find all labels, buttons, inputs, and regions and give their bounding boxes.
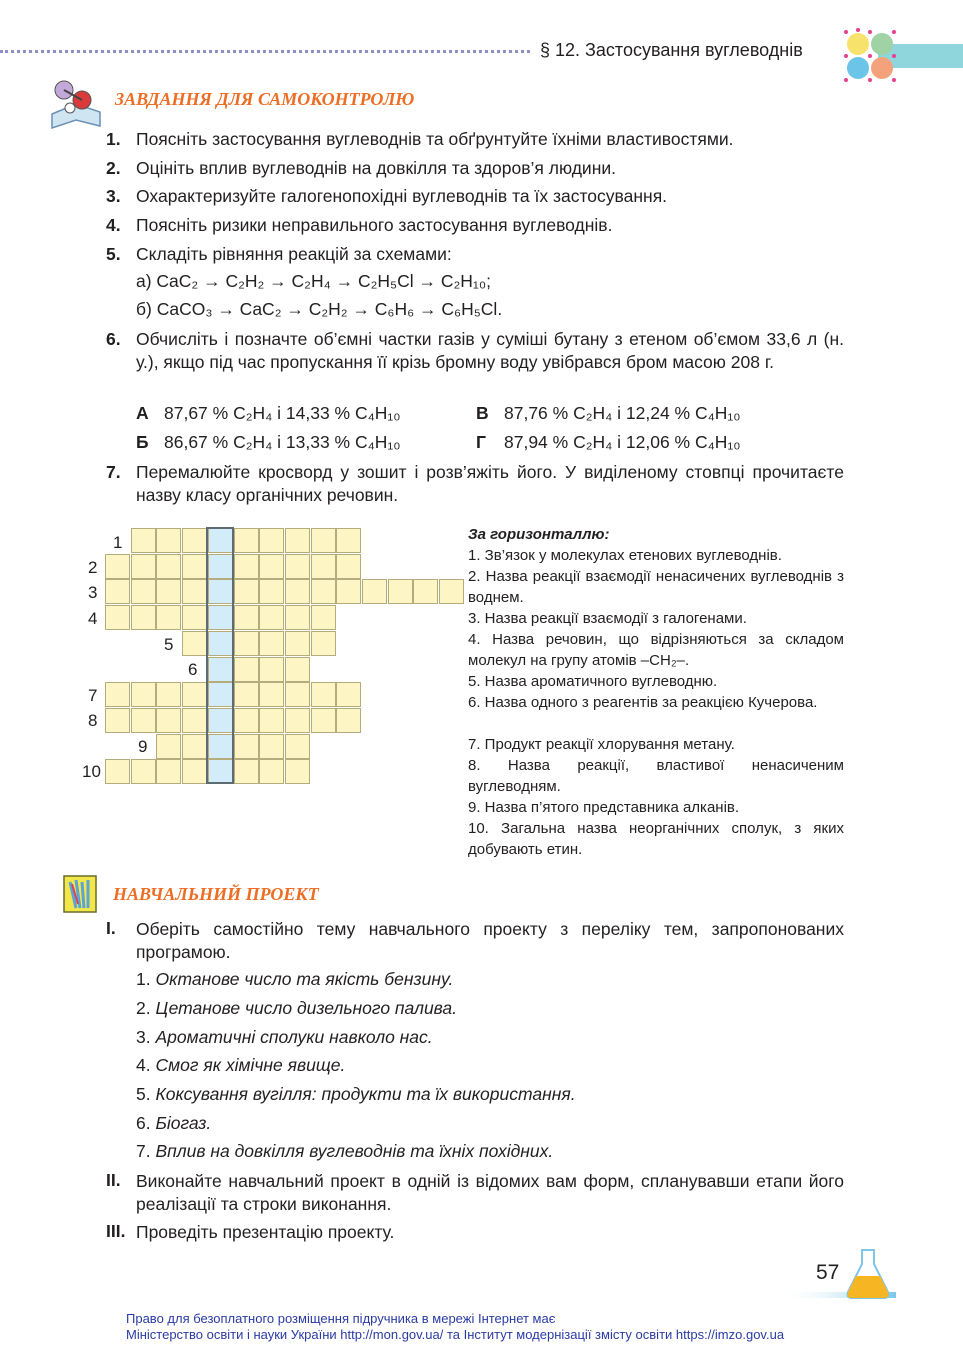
option-text: 87,76 % C₂H₄ і 12,24 % C₄H₁₀ bbox=[504, 403, 741, 423]
option-letter: Б bbox=[136, 432, 149, 452]
step-number: II. bbox=[106, 1170, 121, 1190]
crossword-cell bbox=[131, 682, 156, 707]
clue-10: 10. Загальна назва неорганічних сполук, з яких добувають етин. bbox=[468, 820, 844, 858]
question-text: Поясніть ризики неправильного застосування вуглеводнів. bbox=[136, 215, 613, 235]
crossword-cell bbox=[182, 682, 207, 707]
row-number: 1 bbox=[113, 533, 123, 552]
crossword-cell bbox=[259, 682, 284, 707]
clue-8: 8. Назва реакції, властивої ненасиченим вуглеводням. bbox=[468, 757, 844, 795]
topic-text: Смог як хімічне явище. bbox=[155, 1055, 346, 1075]
crossword-cell bbox=[131, 528, 156, 553]
topic-number: 5. bbox=[136, 1084, 151, 1104]
question-text: Охарактеризуйте галогенопохідні вуглеводнів та їх застосування. bbox=[136, 186, 668, 206]
crossword-cell bbox=[311, 631, 336, 656]
crossword-cell bbox=[156, 708, 181, 733]
crossword-cell bbox=[105, 605, 130, 630]
row-number: 2 bbox=[88, 558, 98, 577]
self-control-title: ЗАВДАННЯ ДЛЯ САМОКОНТРОЛЮ bbox=[115, 89, 415, 109]
project-title: НАВЧАЛЬНИЙ ПРОЕКТ bbox=[113, 884, 319, 904]
question-number: 3. bbox=[106, 186, 121, 206]
step-number: I. bbox=[106, 918, 116, 938]
crossword-cell bbox=[285, 528, 310, 553]
question-text: Обчисліть і позначте об’ємні частки газів у суміші бутану з етеном об’ємом 33,6 л (н. у.), якщо під час пропускання її крізь бромну воду увібрався бром масою 208 г. bbox=[136, 329, 844, 372]
question-text: Перемалюйте кросворд у зошит і розв’яжіть його. У виділеному стовпці прочитаєте назву класу органічних речовин. bbox=[136, 462, 844, 505]
project-icon bbox=[62, 874, 98, 914]
crossword-cell bbox=[311, 708, 336, 733]
topic-item bbox=[136, 1141, 553, 1162]
crossword-cell bbox=[156, 759, 181, 784]
topic-text: Октанове число та якість бензину. bbox=[155, 969, 454, 989]
crossword-cell bbox=[131, 759, 156, 784]
flask-icon bbox=[780, 1246, 896, 1302]
topic-item bbox=[136, 1055, 345, 1076]
clue-6: 6. Назва одного з реагентів за реакцією Кучерова. bbox=[468, 694, 818, 711]
footer-line-1: Право для безоплатного розміщення підручника в мережі Інтернет має bbox=[126, 1311, 556, 1326]
crossword-cell bbox=[285, 579, 310, 604]
crossword-cell bbox=[156, 528, 181, 553]
crossword-cell bbox=[311, 605, 336, 630]
crossword-cell bbox=[156, 605, 181, 630]
answer-option-v bbox=[476, 403, 741, 424]
clues-heading: За горизонталлю: bbox=[468, 526, 610, 543]
row-number: 4 bbox=[88, 609, 98, 628]
footer-line-2: Міністерство освіти і науки України http://mon.gov.ua/ та Інститут модернізації змісту освіти https://imzo.gov.ua bbox=[126, 1327, 785, 1342]
crossword-cell bbox=[182, 579, 207, 604]
crossword-cell bbox=[182, 631, 207, 656]
answer-option-g bbox=[476, 432, 741, 453]
crossword-cell bbox=[182, 554, 207, 579]
crossword-cell bbox=[182, 708, 207, 733]
row-number: 7 bbox=[88, 686, 98, 705]
crossword-cell bbox=[234, 759, 259, 784]
crossword-cell bbox=[311, 554, 336, 579]
crossword-cell bbox=[131, 605, 156, 630]
row-number: 9 bbox=[138, 737, 148, 756]
topic-item bbox=[136, 1113, 211, 1134]
crossword-cell bbox=[388, 579, 413, 604]
topic-number: 3. bbox=[136, 1027, 151, 1047]
question-number: 7. bbox=[106, 462, 121, 482]
crossword-cell bbox=[234, 528, 259, 553]
crossword-cell bbox=[156, 579, 181, 604]
row-number: 8 bbox=[88, 711, 98, 730]
question-number: 1. bbox=[106, 129, 121, 149]
topic-number: 4. bbox=[136, 1055, 151, 1075]
crossword-cell bbox=[259, 605, 284, 630]
row-number: 3 bbox=[88, 583, 98, 602]
header-dotted-rule bbox=[0, 50, 530, 53]
crossword-cell bbox=[182, 734, 207, 759]
crossword-cell bbox=[105, 554, 130, 579]
topic-text: Біогаз. bbox=[155, 1113, 212, 1133]
question-number: 2. bbox=[106, 158, 121, 178]
topic-number: 2. bbox=[136, 998, 151, 1018]
reaction-scheme-b: б) CaCO₃ → CaC₂ → C₂H₂ → C₆H₆ → C₆H₅Cl. bbox=[136, 299, 503, 319]
crossword-cell bbox=[234, 579, 259, 604]
clue-9: 9. Назва п’ятого представника алканів. bbox=[468, 799, 740, 816]
crossword-cell bbox=[285, 759, 310, 784]
step-number: III. bbox=[106, 1221, 126, 1241]
crossword-cell bbox=[105, 759, 130, 784]
question-number: 6. bbox=[106, 329, 121, 349]
crossword-cell bbox=[336, 708, 361, 733]
option-letter: В bbox=[476, 403, 489, 423]
topic-text: Ароматичні сполуки навколо нас. bbox=[155, 1027, 433, 1047]
answer-option-a bbox=[136, 403, 401, 424]
clue-5: 5. Назва ароматичного вуглеводню. bbox=[468, 673, 718, 690]
crossword-cell bbox=[259, 708, 284, 733]
crossword-cell bbox=[285, 657, 310, 682]
crossword-cell bbox=[234, 631, 259, 656]
crossword-cell bbox=[131, 554, 156, 579]
crossword-highlighted-column bbox=[206, 527, 234, 784]
question-6 bbox=[106, 328, 844, 374]
crossword-cell bbox=[182, 528, 207, 553]
topic-number: 1. bbox=[136, 969, 151, 989]
crossword-cell bbox=[234, 605, 259, 630]
crossword-cell bbox=[259, 528, 284, 553]
option-letter: Г bbox=[476, 432, 486, 452]
crossword-cell bbox=[182, 605, 207, 630]
reaction-scheme-a: а) CaC₂ → C₂H₂ → C₂H₄ → C₂H₅Cl → C₂H₁₀; bbox=[136, 271, 491, 291]
option-text: 86,67 % C₂H₄ і 13,33 % C₄H₁₀ bbox=[164, 432, 401, 452]
topic-text: Вплив на довкілля вуглеводнів та їхніх похідних. bbox=[155, 1141, 554, 1161]
crossword-cell bbox=[234, 657, 259, 682]
crossword-cell bbox=[259, 759, 284, 784]
self-control-icon bbox=[48, 74, 104, 130]
clue-1: 1. Зв’язок у молекулах етенових вуглеводнів. bbox=[468, 547, 782, 564]
crossword-cell bbox=[234, 554, 259, 579]
crossword-cell bbox=[156, 682, 181, 707]
crossword-cell bbox=[285, 734, 310, 759]
crossword-cell bbox=[234, 682, 259, 707]
crossword-cell bbox=[336, 682, 361, 707]
crossword-cell bbox=[362, 579, 387, 604]
topic-text: Цетанове число дизельного палива. bbox=[155, 998, 458, 1018]
crossword-cell bbox=[259, 657, 284, 682]
question-7 bbox=[106, 461, 844, 507]
row-number: 6 bbox=[188, 660, 198, 679]
topic-item bbox=[136, 998, 457, 1019]
topic-item bbox=[136, 1027, 433, 1048]
crossword-cell bbox=[311, 682, 336, 707]
crossword-cell bbox=[285, 631, 310, 656]
crossword-cell bbox=[259, 554, 284, 579]
crossword-cell bbox=[336, 579, 361, 604]
topic-text: Коксування вугілля: продукти та їх використання. bbox=[155, 1084, 576, 1104]
crossword-cell bbox=[259, 734, 284, 759]
topic-item bbox=[136, 1084, 576, 1105]
crossword-cell bbox=[131, 579, 156, 604]
crossword-cell bbox=[259, 579, 284, 604]
chapter-title: § 12. Застосування вуглеводнів bbox=[540, 40, 803, 60]
crossword-cell bbox=[105, 682, 130, 707]
crossword-cell bbox=[285, 708, 310, 733]
project-step-2: Виконайте навчальний проект в одній із відомих вам форм, спланувавши етапи його реалізації та строки виконання. bbox=[136, 1171, 844, 1214]
question-number: 4. bbox=[106, 215, 121, 235]
question-text: Поясніть застосування вуглеводнів та обґрунтуйте їхніми властивостями. bbox=[136, 129, 734, 149]
crossword-cell bbox=[285, 605, 310, 630]
crossword-cell bbox=[156, 554, 181, 579]
project-step-3: Проведіть презентацію проекту. bbox=[136, 1222, 395, 1242]
clue-4: 4. Назва речовин, що відрізняються за складом молекул на групу атомів –CH₂–. bbox=[468, 631, 844, 669]
clue-3: 3. Назва реакції взаємодії з галогенами. bbox=[468, 610, 747, 627]
option-letter: А bbox=[136, 403, 149, 423]
crossword-cell bbox=[156, 734, 181, 759]
crossword-cell bbox=[336, 528, 361, 553]
crossword-cell bbox=[259, 631, 284, 656]
crossword-cell bbox=[234, 708, 259, 733]
row-number: 10 bbox=[82, 762, 101, 781]
project-step-1: Оберіть самостійно тему навчального проекту з переліку тем, запропонованих програмою. bbox=[136, 919, 844, 962]
crossword-cell bbox=[105, 579, 130, 604]
crossword-cell bbox=[285, 682, 310, 707]
topic-item bbox=[136, 969, 453, 990]
crossword-cell bbox=[182, 759, 207, 784]
row-number: 5 bbox=[164, 635, 174, 654]
option-text: 87,67 % C₂H₄ і 14,33 % C₄H₁₀ bbox=[164, 403, 401, 423]
molecule-decoration-icon bbox=[842, 28, 898, 84]
crossword-cell bbox=[336, 554, 361, 579]
crossword-cell bbox=[285, 554, 310, 579]
clue-7: 7. Продукт реакції хлорування метану. bbox=[468, 736, 735, 753]
page-number: 57 bbox=[816, 1261, 840, 1284]
question-text: Оцініть вплив вуглеводнів на довкілля та здоров’я людини. bbox=[136, 158, 616, 178]
question-number: 5. bbox=[106, 244, 121, 264]
clue-2: 2. Назва реакції взаємодії ненасичених вуглеводнів з воднем. bbox=[468, 568, 844, 606]
crossword-cell bbox=[105, 708, 130, 733]
crossword-cell bbox=[131, 708, 156, 733]
option-text: 87,94 % C₂H₄ і 12,06 % C₄H₁₀ bbox=[504, 432, 741, 452]
crossword-cell bbox=[413, 579, 438, 604]
crossword-cell bbox=[234, 734, 259, 759]
answer-option-b bbox=[136, 432, 401, 453]
topic-number: 7. bbox=[136, 1141, 151, 1161]
crossword-cell bbox=[311, 528, 336, 553]
crossword-cell bbox=[439, 579, 464, 604]
question-text: Складіть рівняння реакцій за схемами: bbox=[136, 244, 452, 264]
crossword-cell bbox=[311, 579, 336, 604]
topic-number: 6. bbox=[136, 1113, 151, 1133]
